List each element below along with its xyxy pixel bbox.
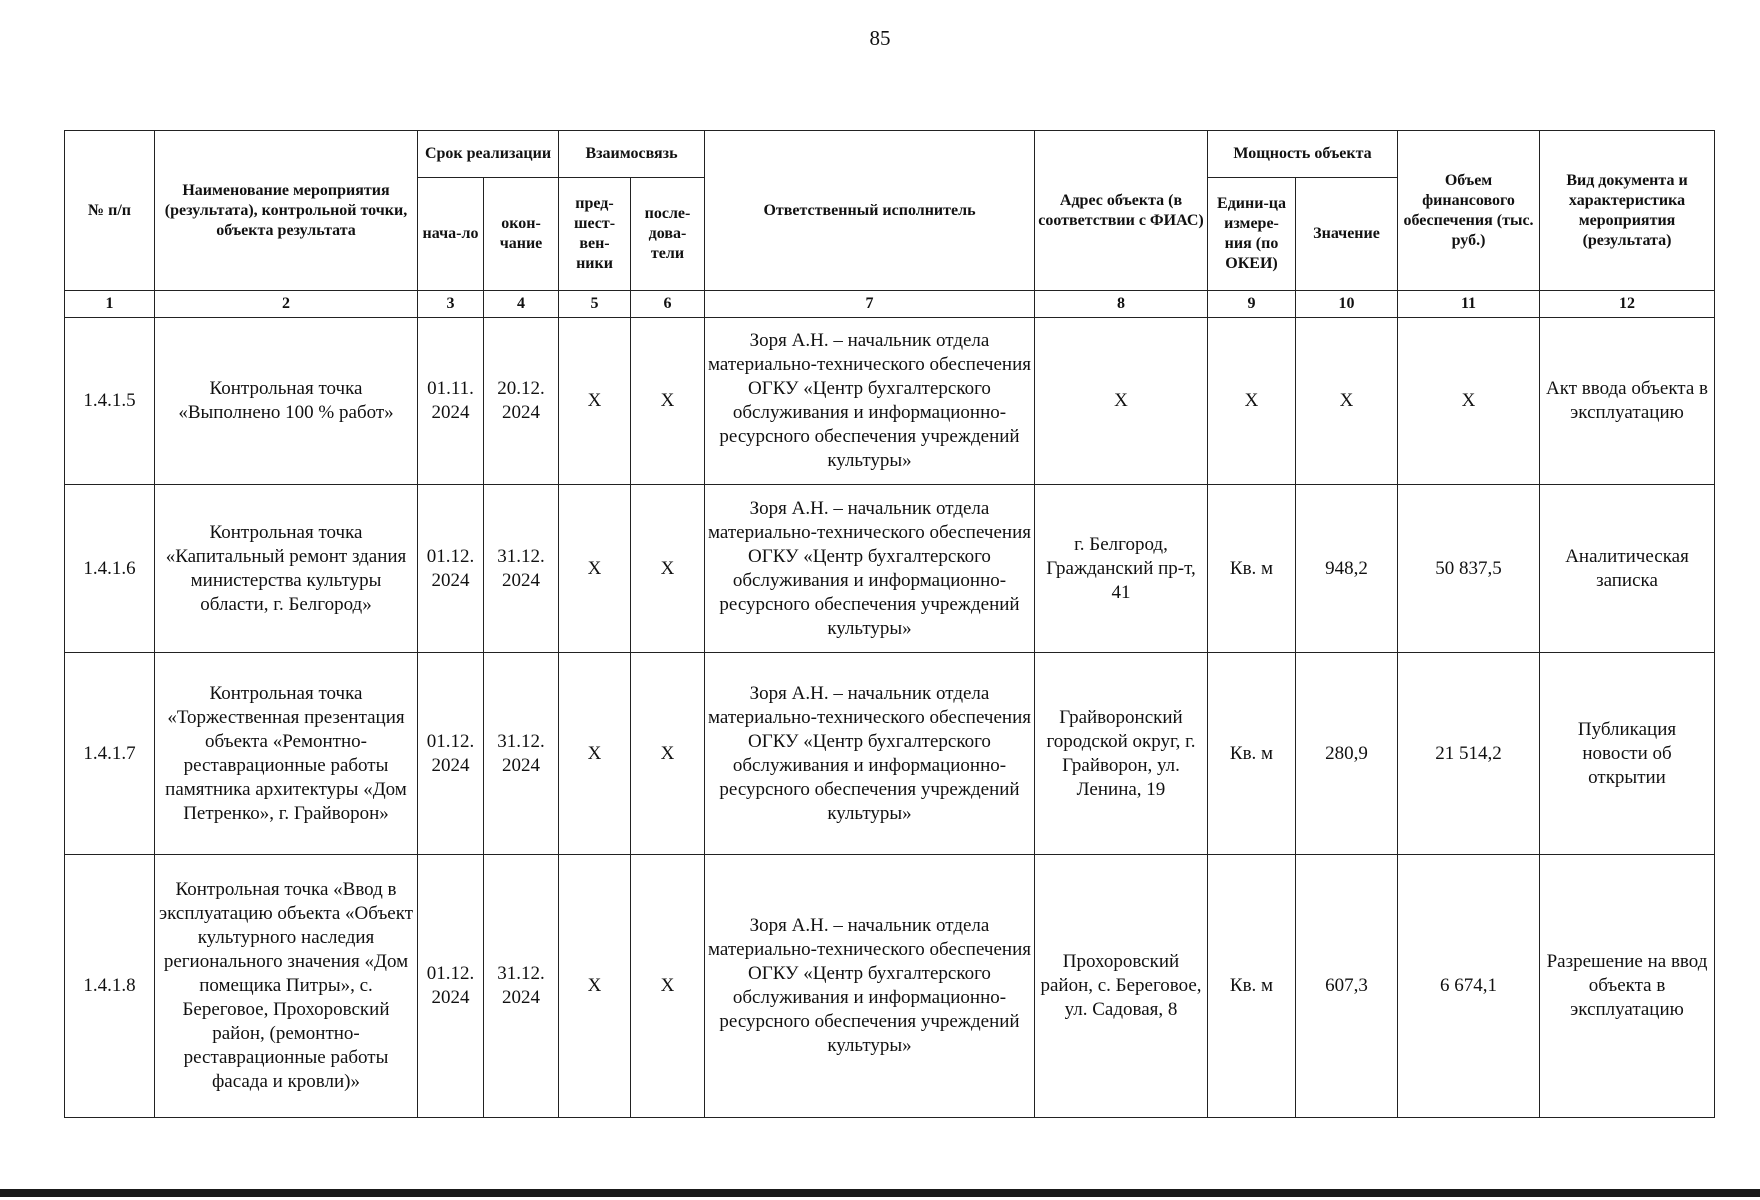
row-end: 31.12. 2024 <box>484 855 559 1118</box>
header-doc: Вид документа и характеристика мероприятия (результата) <box>1540 131 1715 291</box>
row-unit: Кв. м <box>1208 855 1296 1118</box>
row-address: Прохоровский район, с. Береговое, ул. Садовая, 8 <box>1035 855 1208 1118</box>
row-num: 1.4.1.8 <box>65 855 155 1118</box>
row-address: г. Белгород, Гражданский пр-т, 41 <box>1035 485 1208 653</box>
column-number: 4 <box>484 291 559 318</box>
row-value: X <box>1296 318 1398 485</box>
row-executor: Зоря А.Н. – начальник отдела материально-технического обеспечения ОГКУ «Центр бухгалтерского обслуживания и информационно-ресурсного обеспечения учреждений культуры» <box>705 485 1035 653</box>
row-finance: X <box>1398 318 1540 485</box>
column-number: 3 <box>418 291 484 318</box>
measures-table <box>64 130 1715 1118</box>
column-number: 2 <box>155 291 418 318</box>
header-term: Срок реализации <box>418 131 559 178</box>
column-number: 7 <box>705 291 1035 318</box>
row-executor: Зоря А.Н. – начальник отдела материально-технического обеспечения ОГКУ «Центр бухгалтерского обслуживания и информационно-ресурсного обеспечения учреждений культуры» <box>705 855 1035 1118</box>
row-next: X <box>631 855 705 1118</box>
table-row <box>65 855 1715 1118</box>
row-start: 01.12. 2024 <box>418 485 484 653</box>
row-num: 1.4.1.7 <box>65 653 155 855</box>
table-row <box>65 653 1715 855</box>
column-number: 9 <box>1208 291 1296 318</box>
row-address: X <box>1035 318 1208 485</box>
column-number: 10 <box>1296 291 1398 318</box>
row-end: 20.12. 2024 <box>484 318 559 485</box>
column-number: 1 <box>65 291 155 318</box>
header-capacity: Мощность объекта <box>1208 131 1398 178</box>
row-finance: 50 837,5 <box>1398 485 1540 653</box>
row-name: Контрольная точка «Ввод в эксплуатацию объекта «Объект культурного наследия регионального значения «Дом помещика Питры», с. Береговое, Прохоровский район, (ремонтно-реставрационные работы фасада и кровли)» <box>155 855 418 1118</box>
scan-edge-band <box>0 1189 1760 1197</box>
column-number: 6 <box>631 291 705 318</box>
table-row <box>65 485 1715 653</box>
row-doc: Аналитическая записка <box>1540 485 1715 653</box>
table-row <box>65 318 1715 485</box>
row-start: 01.12. 2024 <box>418 855 484 1118</box>
row-address: Грайворонский городской округ, г. Грайворон, ул. Ленина, 19 <box>1035 653 1208 855</box>
row-finance: 6 674,1 <box>1398 855 1540 1118</box>
row-doc: Акт ввода объекта в эксплуатацию <box>1540 318 1715 485</box>
row-executor: Зоря А.Н. – начальник отдела материально-технического обеспечения ОГКУ «Центр бухгалтерского обслуживания и информационно-ресурсного обеспечения учреждений культуры» <box>705 318 1035 485</box>
row-prev: X <box>559 318 631 485</box>
header-executor: Ответственный исполнитель <box>705 131 1035 291</box>
row-finance: 21 514,2 <box>1398 653 1540 855</box>
row-next: X <box>631 318 705 485</box>
column-number: 11 <box>1398 291 1540 318</box>
row-unit: Кв. м <box>1208 653 1296 855</box>
row-name: Контрольная точка «Капитальный ремонт здания министерства культуры области, г. Белгород» <box>155 485 418 653</box>
column-number-row <box>65 291 1715 318</box>
header-link: Взаимосвязь <box>559 131 705 178</box>
row-value: 280,9 <box>1296 653 1398 855</box>
column-number: 12 <box>1540 291 1715 318</box>
page-number: 85 <box>869 26 891 50</box>
column-number: 5 <box>559 291 631 318</box>
header-term-start: нача-ло <box>418 178 484 291</box>
header-finance: Объем финансового обеспечения (тыс. руб.) <box>1398 131 1540 291</box>
row-start: 01.12. 2024 <box>418 653 484 855</box>
row-prev: X <box>559 855 631 1118</box>
column-number: 8 <box>1035 291 1208 318</box>
header-value: Значение <box>1296 178 1398 291</box>
header-num: № п/п <box>65 131 155 291</box>
header-name: Наименование мероприятия (результата), контрольной точки, объекта результата <box>155 131 418 291</box>
row-prev: X <box>559 485 631 653</box>
header-unit: Едини-ца измере-ния (по ОКЕИ) <box>1208 178 1296 291</box>
row-doc: Разрешение на ввод объекта в эксплуатацию <box>1540 855 1715 1118</box>
header-term-end: окон-чание <box>484 178 559 291</box>
row-value: 948,2 <box>1296 485 1398 653</box>
row-value: 607,3 <box>1296 855 1398 1118</box>
row-name: Контрольная точка «Торжественная презентация объекта «Ремонтно-реставрационные работы памятника архитектуры «Дом Петренко», г. Грайворон» <box>155 653 418 855</box>
row-end: 31.12. 2024 <box>484 653 559 855</box>
row-num: 1.4.1.6 <box>65 485 155 653</box>
header-link-prev: пред-шест-вен-ники <box>559 178 631 291</box>
row-start: 01.11. 2024 <box>418 318 484 485</box>
header-link-next: после-дова-тели <box>631 178 705 291</box>
row-end: 31.12. 2024 <box>484 485 559 653</box>
header-address: Адрес объекта (в соответствии с ФИАС) <box>1035 131 1208 291</box>
row-unit: Кв. м <box>1208 485 1296 653</box>
row-next: X <box>631 653 705 855</box>
row-doc: Публикация новости об открытии <box>1540 653 1715 855</box>
row-next: X <box>631 485 705 653</box>
row-unit: X <box>1208 318 1296 485</box>
row-name: Контрольная точка «Выполнено 100 % работ» <box>155 318 418 485</box>
row-num: 1.4.1.5 <box>65 318 155 485</box>
row-executor: Зоря А.Н. – начальник отдела материально-технического обеспечения ОГКУ «Центр бухгалтерского обслуживания и информационно-ресурсного обеспечения учреждений культуры» <box>705 653 1035 855</box>
row-prev: X <box>559 653 631 855</box>
